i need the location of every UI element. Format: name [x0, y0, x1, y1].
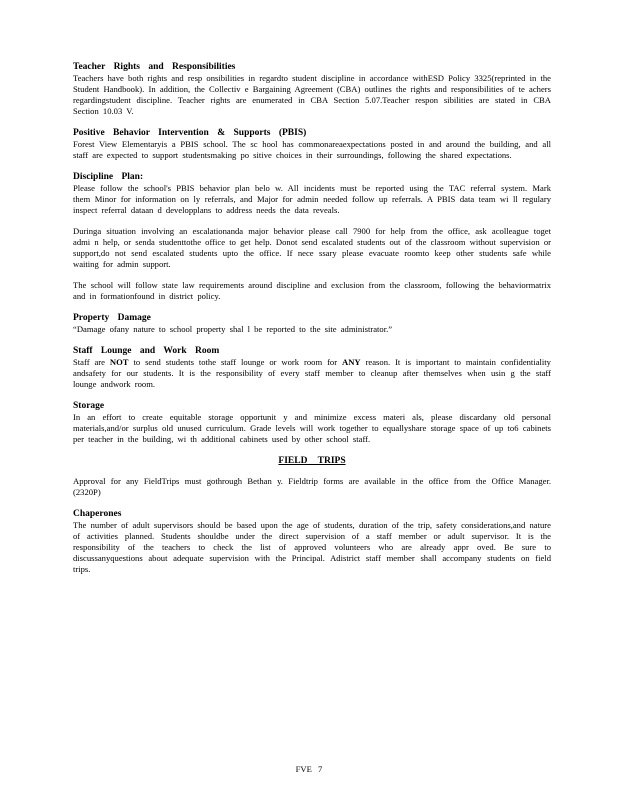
emphasis-text: NOT: [109, 357, 129, 367]
section-paragraph: Approval for any FieldTrips must gothrough Bethan y. Fieldtrip forms are available in the office from the Office Manager. (2320P): [73, 476, 551, 497]
section-storage: [73, 401, 551, 445]
section-paragraph: In an effort to create equitable storage opportunit y and minimize excess materi als, please discardany old personal materials,and/or surplus old unused curriculum. Grade levels will work together to equallyshare storage space of up to6 cabinets per teacher in the building, wi th additional cabinets used by other school staff.: [73, 412, 551, 444]
section-teacher-rights: [73, 62, 551, 117]
section-paragraph: [73, 357, 551, 390]
section-staff-lounge: [73, 346, 551, 390]
section-paragraph: Duringa situation involving an escalationanda major behavior please call 7900 for help from the office, ask acolleague toget admi n help, or senda studenttothe office to get help. Donot send escalated students out of the classroom without supervision or support,do not send escalated students upto the office. If nece ssary please evacuate roomto keep other students safe while waiting for admin support.: [73, 226, 551, 269]
section-heading: Staff Lounge and Work Room: [73, 346, 220, 356]
section-heading: Storage: [73, 401, 105, 411]
section-paragraph: Teachers have both rights and resp onsibilities in regardto student discipline in accordance withESD Policy 3325(reprinted in the Student Handbook). In addition, the Collectiv e Bargaining Agreement (CBA) outlines the rights and responsibilities of te achers regardingstudent discipline. Teacher rights are enumerated in CBA Section 5.07.Teacher respon sibilities are stated in CBA Section 10.03 V.: [73, 73, 551, 116]
section-heading: Teacher Rights and Responsibilities: [73, 62, 236, 72]
section-paragraph: The number of adult supervisors should be based upon the age of students, duration of the trip, safety considerations,and nature of activities planned. Students shouldbe under the direct supervision of a staff member or adult supervisor. It is the responsibility of the teachers to check the list of approved volunteers who are already appr oved. Be sure to discussanyquestions about adequate supervision with the Principal. Adistrict staff member shall accompany students on field trips.: [73, 520, 551, 574]
section-heading: Property Damage: [73, 313, 151, 323]
page-content: [73, 62, 551, 586]
section-chaperones: [73, 509, 551, 575]
text-run: Staff are: [73, 357, 110, 367]
text-run: to send students tothe staff lounge or work room for: [128, 357, 343, 367]
page-footer: FVE 7: [295, 764, 323, 774]
text-run: reason. It is important to maintain confidentiality andsafety for our students. It is the responsibility of every staff member to cleanup after themselves when usin g the staff lounge andwork room.: [73, 357, 551, 389]
section-heading: Chaperones: [73, 509, 122, 519]
section-field-trips: [73, 476, 551, 498]
field-trips-heading: FIELD TRIPS: [278, 456, 346, 466]
section-paragraph: “Damage ofany nature to school property shal l be reported to the site administrator.”: [73, 324, 393, 334]
section-paragraph: Forest View Elementaryis a PBIS school. The sc hool has commonareaexpectations posted in and around the building, and all staff are expected to support studentsmaking po sitive choices in their surroundings, following the shared expectations.: [73, 139, 551, 160]
section-heading: Positive Behavior Intervention & Supports (PBIS): [73, 128, 307, 138]
emphasis-text: ANY: [342, 357, 361, 367]
section-property-damage: [73, 313, 551, 335]
section-discipline-plan: [73, 172, 551, 302]
section-heading: Discipline Plan:: [73, 172, 144, 182]
section-pbis: [73, 128, 551, 161]
section-paragraph: The school will follow state law requirements around discipline and exclusion from the classroom, following the behaviormatrix and in formationfound in district policy.: [73, 280, 551, 301]
section-paragraph: Please follow the school's PBIS behavior plan belo w. All incidents must be reported using the TAC referral system. Mark them Minor for information on ly referrals, and Major for admin needed follow up referrals. A PBIS data team wi ll regulary inspect referral dataan d developplans to address needs the data reveals.: [73, 183, 551, 215]
